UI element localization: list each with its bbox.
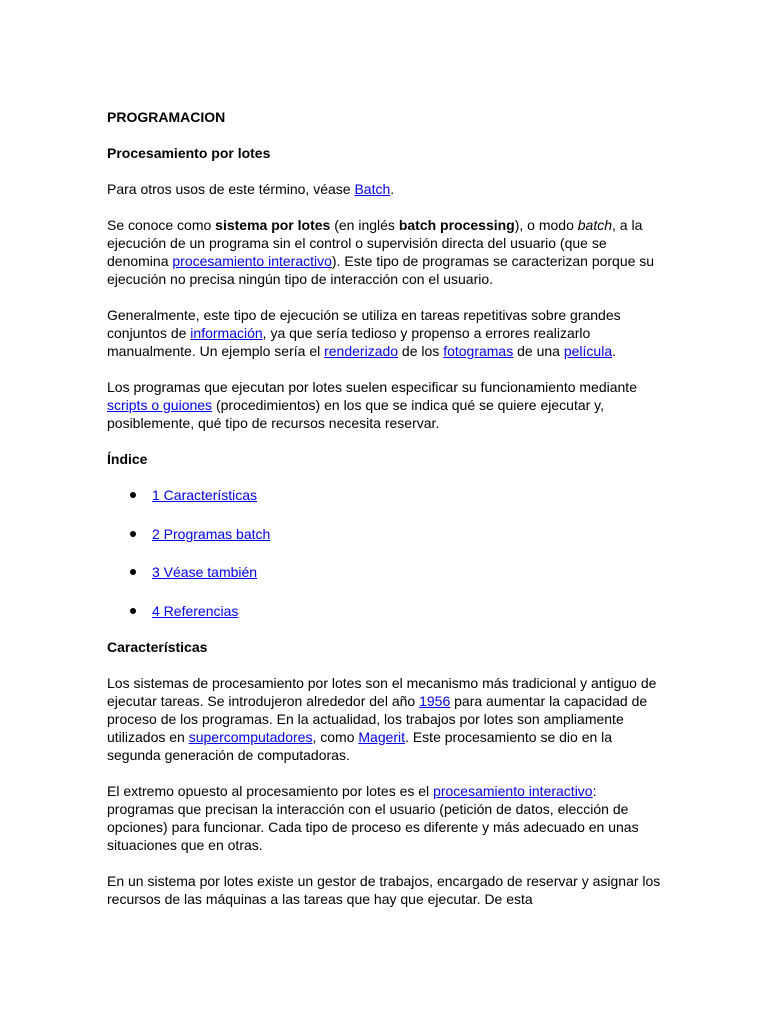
italic-term-batch: batch (577, 217, 613, 233)
link-fotogramas[interactable]: fotogramas (443, 343, 514, 359)
characteristics-paragraph-1 (107, 674, 667, 764)
toc-item (107, 602, 667, 620)
text-run: : programas que precisan la interacción con el usuario (petición de datos, elección de opciones) para funcionar. Cada tipo de proceso es diferente y más adecuado en unas situaciones que en otras. (107, 782, 639, 853)
programs-paragraph (107, 378, 667, 432)
text-run: Se conoce como (107, 217, 216, 233)
text-run: En un sistema por lotes existe un gestor de trabajos, encargado de reservar y asignar los recursos de las máquinas a las tareas que hay que ejecutar. De esta (107, 872, 661, 907)
link-renderizado[interactable]: renderizado (324, 343, 399, 359)
link-supercomputadores[interactable]: supercomputadores (188, 728, 313, 745)
link-1956[interactable]: 1956 (419, 692, 451, 709)
disambig-text: Para otros usos de este término, véase (107, 181, 355, 197)
bold-term-sistema-por-lotes: sistema por lotes (215, 217, 331, 233)
table-of-contents (107, 486, 667, 620)
toc-link-programas-batch[interactable]: 2 Programas batch (152, 525, 271, 542)
section-heading-caracteristicas: Características (107, 638, 208, 655)
text-run: de una (513, 343, 564, 359)
toc-item (107, 525, 667, 543)
toc-link-caracteristicas[interactable]: 1 Características (152, 487, 258, 503)
link-scripts-o-guiones[interactable]: scripts o guiones (107, 397, 213, 413)
toc-link-referencias[interactable]: 4 Referencias (152, 602, 239, 619)
text-run: . Este procesamiento se dio en la segunda generación de computadoras. (107, 728, 613, 763)
text-run: Generalmente, este tipo de ejecución se utiliza en tareas repetitivas sobre grandes conjuntos de (107, 307, 621, 341)
disambig-end: . (390, 181, 395, 197)
text-run: , ya que sería tedioso y propenso a errores realizarlo manualmente. Un ejemplo sería el (107, 325, 591, 359)
intro-paragraph (107, 216, 667, 288)
text-run: ). Este tipo de programas se caracterizan porque su ejecución no precisa ningún tipo de interacción con el usuario. (107, 253, 655, 287)
general-paragraph (107, 306, 667, 360)
document-page (107, 108, 667, 926)
link-batch[interactable]: Batch (354, 181, 391, 197)
text-run: , a la ejecución de un programa sin el control o supervisión directa del usuario (que se denomina (107, 217, 643, 269)
section-heading-procesamiento: Procesamiento por lotes (107, 145, 271, 161)
toc-item (107, 486, 667, 504)
text-run: (procedimientos) en los que se indica qué se quiere ejecutar y, posiblemente, qué tipo de recursos necesita reservar. (107, 397, 605, 431)
bold-term-batch-processing: batch processing (398, 217, 515, 233)
link-procesamiento-interactivo-2[interactable]: procesamiento interactivo (433, 782, 593, 799)
toc-item (107, 563, 667, 581)
link-informacion[interactable]: información (190, 325, 263, 341)
text-run: , como (312, 728, 359, 745)
link-procesamiento-interactivo[interactable]: procesamiento interactivo (172, 253, 332, 269)
text-run: Los sistemas de procesamiento por lotes son el mecanismo más tradicional y antiguo de ejecutar tareas. Se introdujeron alrededor del año (107, 674, 657, 709)
text-run: (en inglés (330, 217, 399, 233)
link-pelicula[interactable]: película (563, 343, 613, 359)
text-run: El extremo opuesto al procesamiento por lotes es el (107, 782, 434, 799)
text-run: . (612, 343, 616, 359)
characteristics-paragraph-2 (107, 782, 667, 854)
document-title: PROGRAMACION (107, 109, 226, 125)
link-magerit[interactable]: Magerit (358, 728, 406, 745)
text-run: de los (398, 343, 444, 359)
characteristics-paragraph-3 (107, 872, 667, 908)
text-run: Los programas que ejecutan por lotes suelen especificar su funcionamiento mediante (107, 379, 637, 395)
text-run: ), o modo (514, 217, 578, 233)
text-run: para aumentar la capacidad de proceso de los programas. En la actualidad, los trabajos por lotes son ampliamente utilizados en (107, 692, 648, 745)
disambiguation-note (107, 180, 667, 198)
index-heading: Índice (107, 451, 148, 467)
toc-link-vease-tambien[interactable]: 3 Véase también (152, 564, 258, 580)
